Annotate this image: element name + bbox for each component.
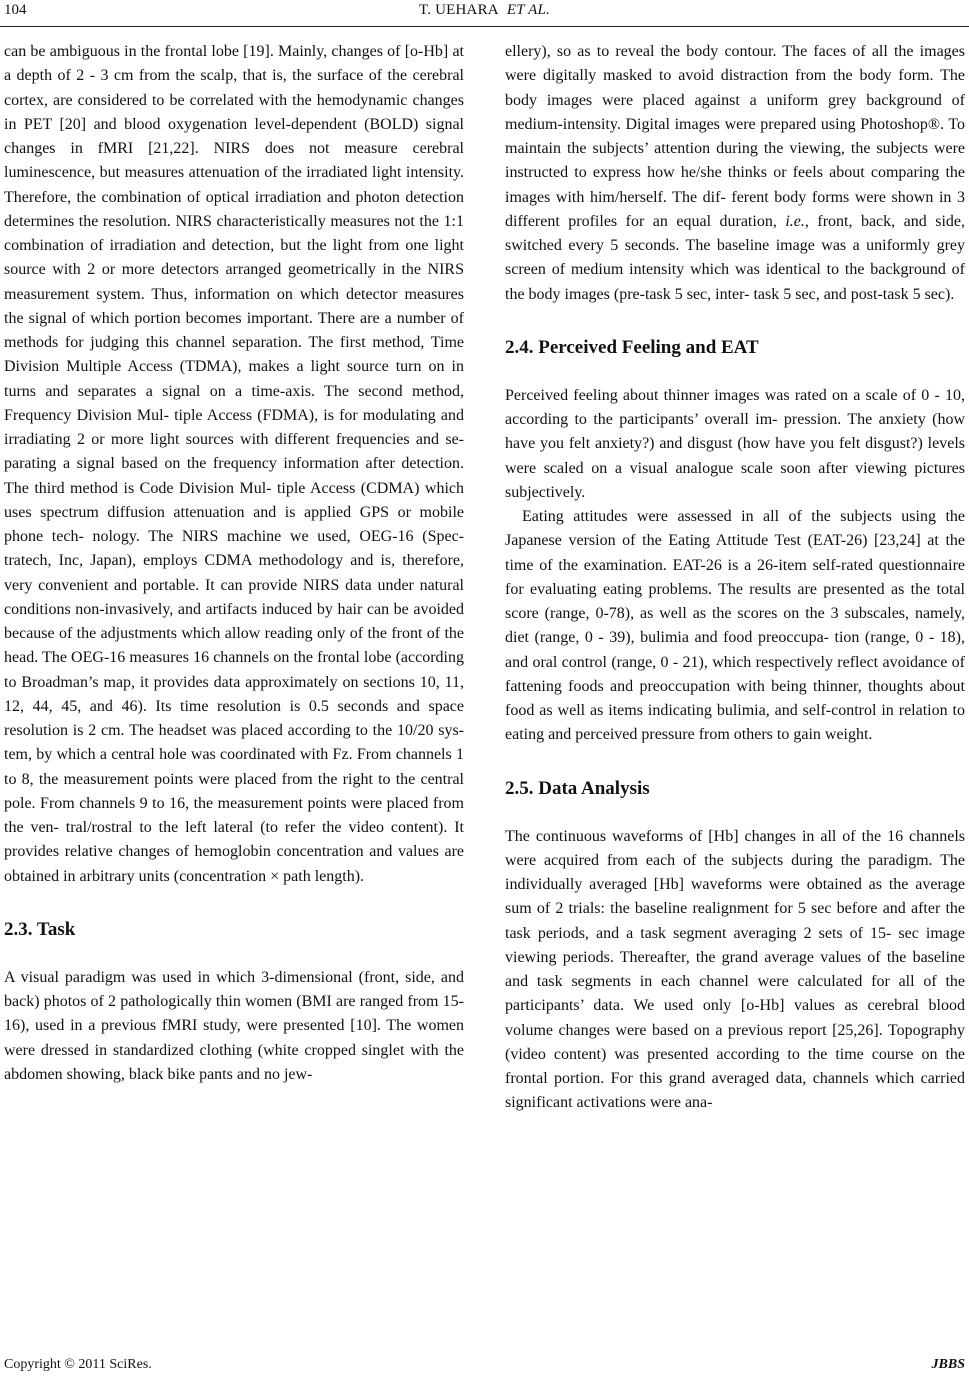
left-column [4,40,464,1087]
page-number: 104 [4,2,27,18]
text-run: ellery), so as to reveal the body contour. The faces of all the images were digitally masked to avoid distraction from the body form. The body images were placed against a uniform grey background of medium-intensity. Digital images were prepared using Photoshop®. To maintain the subjects’ attention during the viewing, the subjects were instructed to express how he/she thinks or feels about comparing the images with him/herself. The dif- ferent body forms were shown in 3 different profiles for an equal duration, [505,43,965,230]
body-paragraph: Perceived feeling about thinner images was rated on a scale of 0 - 10, according to the participants’ overall im- pression. The anxiety (how have you felt anxiety?) and disgust (how have you felt disgust?) levels were scaled on a visual analogue scale soon after viewing pictures subjectively. [505,386,965,501]
running-head [0,2,969,19]
footer-journal: JBBS [931,1357,965,1372]
section-heading-feeling: 2.4. Perceived Feeling and EAT [505,336,759,358]
body-paragraph: The continuous waveforms of [Hb] changes in all of the 16 channels were acquired from each of the subjects during the paradigm. The individually averaged [Hb] waveforms were obtained as the average sum of 2 trials: the baseline realignment for 5 sec before and after the task periods, and a task segment averaging 2 sets of 15- sec image viewing periods. Thereafter, the grand average values of the baseline and task segments in each channel were calculated for all of the participants’ data. We used only [o-Hb] values as cerebral blood volume changes were based on a previous report [25,26]. Topography (video content) was presented according to the time course on the frontal portion. For this grand averaged data, channels which carried significant activations were ana- [505,827,965,1112]
body-paragraph: Eating attitudes were assessed in all of the subjects using the Japanese version of the Eating Attitude Test (EAT-26) [23,24] at the time of the examination. EAT-26 is a 26-item self-rated questionnaire for evaluating eating problems. The results are presented as the total score (range, 0-78), as well as the scores on the 3 subscales, namely, diet (range, 0 - 39), bulimia and food preoccupa- tion (range, 0 - 18), and oral control (range, 0 - 21), which respectively reflect avoidance of fattening foods and preoccupation with being thinner, thoughts about food as well as items indicating bulimia, and self-control in relation to eating and perceived pressure from others to gain weight. [505,508,965,744]
section-heading-task: 2.3. Task [4,918,76,940]
header-rule [0,26,969,27]
body-paragraph [505,40,965,307]
running-head-etal: ET AL. [506,2,551,18]
section-heading-analysis: 2.5. Data Analysis [505,777,650,799]
body-paragraph: can be ambiguous in the frontal lobe [19]. Mainly, changes of [o-Hb] at a depth of 2 - 3 cm from the scalp, that is, the surface of the cerebral cortex, are considered to be correlated with the hemodynamic changes in PET [20] and blood oxygenation level-dependent (BOLD) signal changes in fMRI [21,22]. NIRS does not measure cerebral luminescence, but measures attenuation of the irradiated light intensity. Therefore, the combination of optical irradiation and photon detection determines the resolution. NIRS characteristically measures not the 1:1 combination of irradiation and detection, but the light from one light source with 2 or more detectors arranged geometrically in the NIRS measurement system. Thus, information on which detector measures the signal of which portion becomes important. There are a number of methods for judging this channel separation. The first method, Time Division Multiple Access (TDMA), makes a light source turn on in turns and separates a signal on a time-axis. The second method, Frequency Division Mul- tiple Access (FDMA), is for modulating and irradiating 2 or more light sources with different frequencies and se- parating a signal based on the frequency information after detection. The third method is Code Division Mul- tiple Access (CDMA) which uses spectrum diffusion attenuation and is applied GPS or mobile phone tech- nology. The NIRS machine we used, OEG-16 (Spec- tratech, Inc, Japan), employs CDMA methodology and is, therefore, very convenient and portable. It can provide NIRS data under natural conditions non-invasively, and artifacts induced by hair can be avoided because of the adjustments which allow reading only of the front of the head. The OEG-16 measures 16 channels on the frontal lobe (according to Broadman’s map, it provides data approximately on sections 10, 11, 12, 44, 45, and 46). Its time resolution is 0.5 seconds and space resolution is 2 cm. The headset was placed according to the 10/20 sys- tem, by which a central hole was coordinated with Fz. From channels 1 to 8, the measurement points were placed from the right to the central pole. From channels 9 to 16, the measurement points were placed from the ven- tral/rostral to the left lateral (to refer the video content). It provides relative changes of hemoglobin concentration and values are obtained in arbitrary units (concentration × path length). [4,43,464,885]
right-column [505,40,965,1116]
running-head-authors: T. UEHARA [418,2,499,18]
footer-copyright: Copyright © 2011 SciRes. [4,1357,152,1372]
italic-abbrev: i.e. [785,212,805,230]
text-run: , front, back, and side, switched every 5 seconds. The baseline image was a uniformly grey screen of medium intensity which was identical to the background of the body images (pre-task 5 sec, inter- task 5 sec, and post-task 5 sec). [505,212,966,303]
body-paragraph: A visual paradigm was used in which 3-dimensional (front, side, and back) photos of 2 pathologically thin women (BMI are ranged from 15-16), used in a previous fMRI study, were presented [10]. The women were dressed in standardized clothing (white cropped singlet with the abdomen showing, black bike pants and no jew- [4,968,464,1083]
